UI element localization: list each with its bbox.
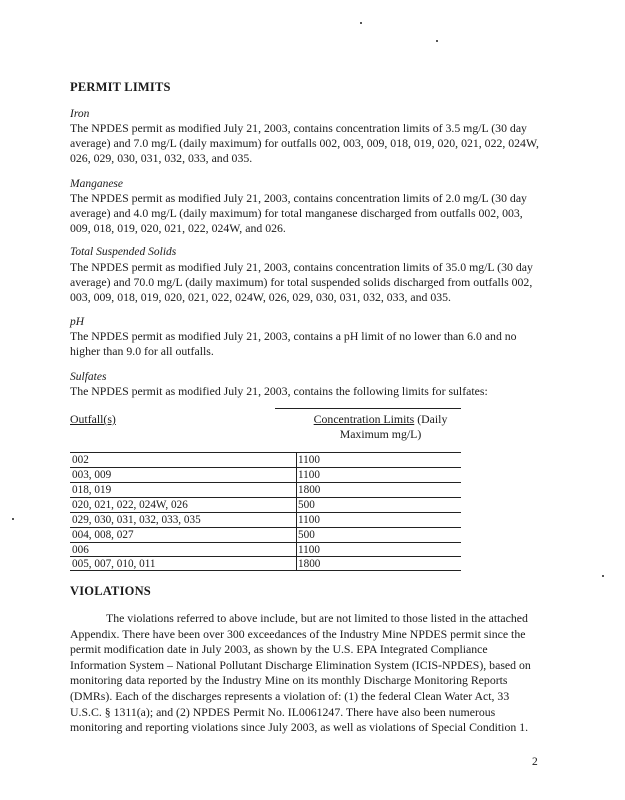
ph-paragraph: The NPDES permit as modified July 21, 2003, contains a pH limit of no lower than 6.0 and no higher than 9.0 for all outfalls. (70, 329, 517, 358)
scan-speck (360, 22, 362, 24)
limit-cell: 1100 (298, 544, 320, 556)
limit-cell: 1100 (298, 454, 320, 466)
table-row (70, 528, 460, 543)
outfall-cell: 006 (72, 544, 89, 556)
limit-cell: 1100 (298, 469, 320, 481)
limit-cell: 1800 (298, 558, 321, 570)
limit-cell: 500 (298, 499, 315, 511)
table-row (70, 498, 460, 513)
outfalls-column-header: Outfall(s) (70, 412, 116, 426)
iron-paragraph: The NPDES permit as modified July 21, 2003, contains concentration limits of 3.5 mg/L (30 day average) and 7.0 mg/L (daily maximum) for outfalls 002, 003, 009, 018, 019, 020, 021, 022, 024W, 026, 029, 030, 031, 032, 033, and 035. (70, 121, 539, 165)
manganese-subheading: Manganese (70, 178, 124, 190)
limits-header-rest: (Daily (414, 412, 448, 426)
scan-speck (436, 40, 438, 42)
outfall-cell: 002 (72, 454, 89, 466)
outfall-cell: 020, 021, 022, 024W, 026 (72, 499, 188, 511)
scan-speck (12, 518, 14, 520)
outfall-cell: 003, 009 (72, 469, 112, 481)
tss-paragraph: The NPDES permit as modified July 21, 2003, contains concentration limits of 35.0 mg/L (30 day average) and 70.0 mg/L (daily maximum) for total suspended solids discharged from outfalls 002, 003, 009, 018, 019, 020, 021, 022, 024W, 026, 029, 030, 031, 032, 033, and 035. (70, 260, 533, 304)
table-row (70, 483, 460, 498)
page-number: 2 (532, 756, 538, 768)
sulfates-subheading: Sulfates (70, 371, 107, 383)
limits-column-header (298, 412, 463, 442)
manganese-paragraph: The NPDES permit as modified July 21, 2003, contains concentration limits of 2.0 mg/L (30 day average) and 4.0 mg/L (daily maximum) for total manganese discharged from outfalls 002, 003, 009, 018, 019, 020, 021, 022, 024W, and 026. (70, 191, 527, 235)
outfall-cell: 018, 019 (72, 484, 112, 496)
table-row (70, 513, 460, 528)
violations-paragraph: The violations referred to above include, but are not limited to those listed in the attached Appendix. There have been over 300 exceedances of the Industry Mine NPDES permit since the permit modification date in July 2003, as shown by the U.S. EPA Integrated Compliance Information System – National Pollutant Discharge Elimination System (ICIS-NPDES), based on monitoring data reported by the Industry Mine on its monthly Discharge Monitoring Reports (DMRs). Each of the discharges represents a violation of: (1) the federal Clean Water Act, 33 U.S.C. § 1311(a); and (2) NPDES Permit No. IL0061247. There have also been numerous monitoring and reporting violations since July 2003, as well as violations of Special Condition 1. (70, 611, 531, 735)
sulfates-paragraph: The NPDES permit as modified July 21, 2003, contains the following limits for sulfates: (70, 384, 488, 398)
table-top-rule (275, 408, 461, 409)
limit-cell: 500 (298, 529, 315, 541)
limits-header-line2: Maximum mg/L) (339, 427, 422, 441)
table-bottom-rule (70, 570, 461, 571)
ph-subheading: pH (70, 316, 85, 328)
limits-header-underlined: Concentration Limits (313, 412, 415, 426)
violations-heading: VIOLATIONS (70, 584, 151, 598)
permit-limits-heading: PERMIT LIMITS (70, 80, 171, 94)
table-row (70, 468, 460, 483)
tss-subheading: Total Suspended Solids (70, 246, 177, 258)
scan-speck (602, 575, 604, 577)
outfall-cell: 029, 030, 031, 032, 033, 035 (72, 514, 201, 526)
limit-cell: 1100 (298, 514, 320, 526)
table-row (70, 453, 460, 468)
limit-cell: 1800 (298, 484, 321, 496)
outfall-cell: 005, 007, 010, 011 (72, 558, 156, 570)
outfall-cell: 004, 008, 027 (72, 529, 134, 541)
iron-subheading: Iron (70, 108, 90, 120)
